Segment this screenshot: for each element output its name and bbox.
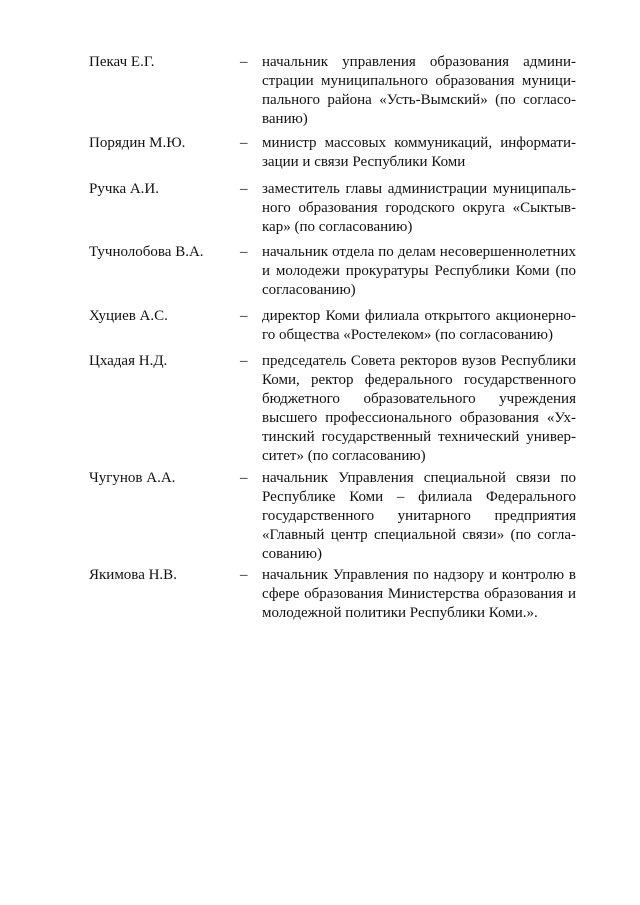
person-name: Цхадая Н.Д. xyxy=(89,353,168,369)
description-line: страции муниципального образования муници- xyxy=(262,73,576,89)
position-description xyxy=(262,53,576,129)
description-line: государственного унитарного предприятия xyxy=(262,508,576,524)
description-line: пального района «Усть-Вымский» (по согласо- xyxy=(262,92,576,108)
person-name: Порядин М.Ю. xyxy=(89,135,186,151)
dash-separator: – xyxy=(240,181,248,197)
dash-separator: – xyxy=(240,353,248,369)
description-line: председатель Совета ректоров вузов Республики xyxy=(262,353,576,369)
person-name: Чугунов А.А. xyxy=(89,470,176,486)
person-name: Якимова Н.В. xyxy=(89,567,177,583)
description-line: сфере образования Министерства образования и xyxy=(262,586,576,602)
description-line: согласованию) xyxy=(262,282,356,298)
position-description xyxy=(262,307,576,345)
description-line: ванию) xyxy=(262,111,308,127)
description-line: начальник управления образования админи- xyxy=(262,54,576,70)
description-line: «Главный центр специальной связи» (по согла- xyxy=(262,527,576,543)
description-line: тинский государственный технический универ- xyxy=(262,429,576,445)
description-line: сованию) xyxy=(262,546,322,562)
description-line: и молодежи прокуратуры Республики Коми (по xyxy=(262,263,576,279)
position-description xyxy=(262,180,576,237)
dash-separator: – xyxy=(240,54,248,70)
description-line: начальник Управления специальной связи по xyxy=(262,470,576,486)
dash-separator: – xyxy=(240,308,248,324)
description-line: начальник отдела по делам несовершеннолетних xyxy=(262,244,576,260)
dash-separator: – xyxy=(240,135,248,151)
description-line: молодежной политики Республики Коми.». xyxy=(262,605,538,621)
description-line: Республике Коми – филиала Федерального xyxy=(262,489,576,505)
description-line: Коми, ректор федерального государственного xyxy=(262,372,576,388)
description-line: кар» (по согласованию) xyxy=(262,219,413,235)
description-line: го общества «Ростелеком» (по согласованию) xyxy=(262,327,554,343)
description-line: ного образования городского округа «Сыктыв- xyxy=(262,200,576,216)
dash-separator: – xyxy=(240,244,248,260)
description-line: бюджетного образовательного учреждения xyxy=(262,391,576,407)
person-name: Пекач Е.Г. xyxy=(89,54,155,70)
description-line: начальник Управления по надзору и контролю в xyxy=(262,567,576,583)
position-description xyxy=(262,134,576,172)
description-line: ситет» (по согласованию) xyxy=(262,448,426,464)
description-line: министр массовых коммуникаций, информати- xyxy=(262,135,576,151)
person-name: Тучнолобова В.А. xyxy=(89,244,204,260)
description-line: заместитель главы администрации муниципаль- xyxy=(262,181,576,197)
description-line: зации и связи Республики Коми xyxy=(262,154,466,170)
description-line: директор Коми филиала открытого акционерно- xyxy=(262,308,576,324)
person-name: Хуциев А.С. xyxy=(89,308,168,324)
position-description xyxy=(262,566,576,623)
dash-separator: – xyxy=(240,470,248,486)
position-description xyxy=(262,469,576,564)
position-description xyxy=(262,352,576,466)
dash-separator: – xyxy=(240,567,248,583)
description-line: высшего профессионального образования «Ух- xyxy=(262,410,576,426)
position-description xyxy=(262,243,576,300)
person-name: Ручка А.И. xyxy=(89,181,160,197)
